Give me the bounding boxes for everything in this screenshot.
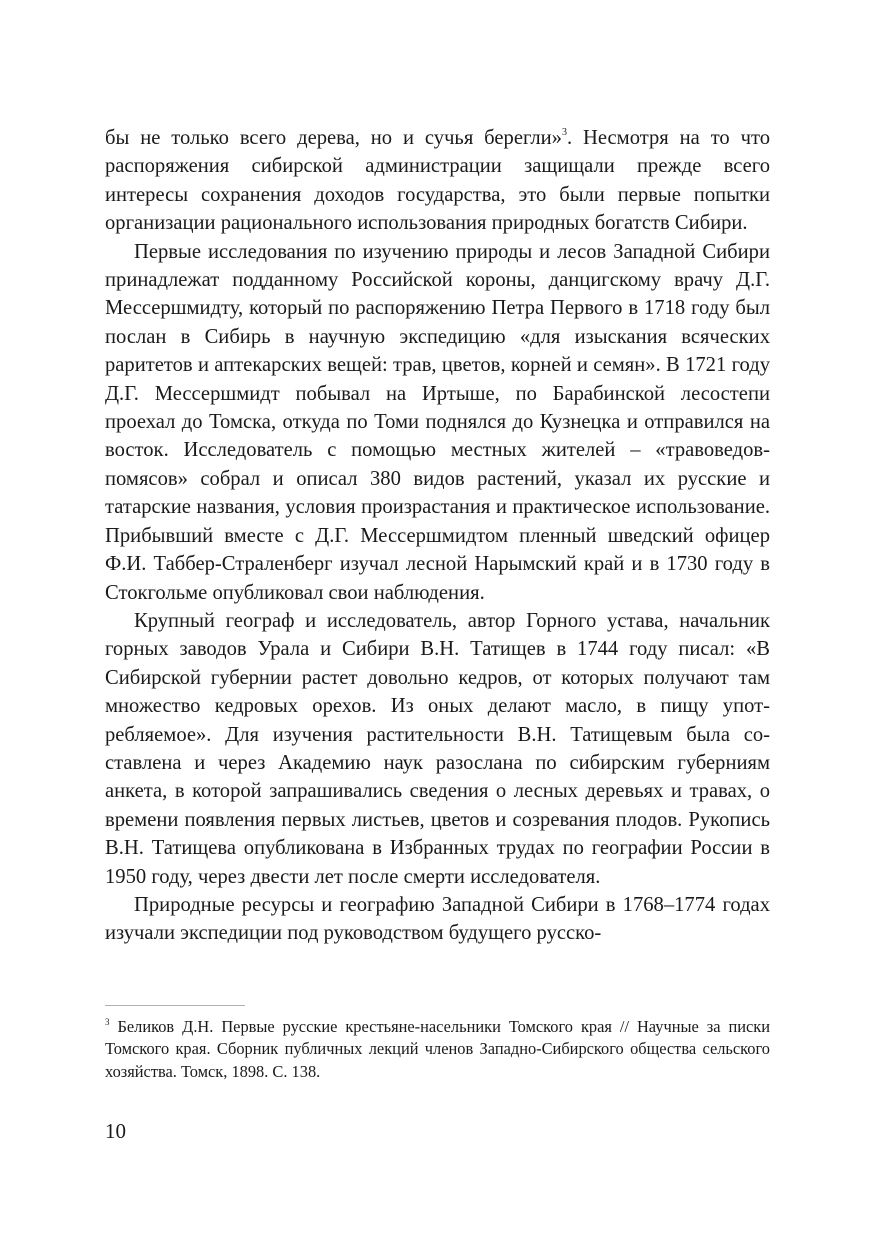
footnote-mark: 3 xyxy=(105,1017,110,1027)
page-body xyxy=(105,124,770,948)
footnotes xyxy=(105,1016,770,1083)
footnote-separator xyxy=(105,1005,245,1006)
paragraph-3: Крупный географ и исследователь, автор Горного устава, начальник горных заводов Урала и Сибири В.Н. Татищев в 1744 году писал: «В Сибирской губернии растет довольно кедров, от которых получают там множество кедровых орехов. Из оных делают масло, в пищу употребляемое». Для изучения растительности В.Н. Татищевым была составлена и через Академию наук разослана по сибирским губерниям анкета, в которой запрашивались сведения о лесных деревьях и травах, о времени появления первых листьев, цветов и созревания плодов. Рукопись В.Н. Татищева опубликована в Избранных трудах по географии России в 1950 году, через двести лет после смерти исследователя. xyxy=(105,609,770,888)
paragraph-2: Первые исследования по изучению природы и лесов Западной Сибири принадлежат подданному Российской короны, данцигскому врачу Д.Г. Мессершмидту, который по распоряжению Петра Первого в 1718 году был послан в Сибирь в научную экспедицию «для изыскания всяческих раритетов и аптекарских вещей: трав, цветов, корней и семян». В 1721 году Д.Г. Мессершмидт побывал на Иртыше, по Барабинской лесостепи проехал до Томска, откуда по Томи поднялся до Кузнецка и отправился на восток. Исследователь с помощью местных жителей – «травоведов-помясов» собрал и описал 380 видов растений, указал их русские и татарские названия, условия произрастания и практическое использование. Прибывший вместе с Д.Г. Мессершмидтом пленный шведский офицер Ф.И. Таббер-Страленберг изучал лесной Нарымский край и в 1730 году в Стокгольме опубликовал свои наблюдения. xyxy=(105,240,770,604)
paragraph-1 xyxy=(105,124,770,238)
body-text xyxy=(105,124,770,948)
paragraph-4: Природные ресурсы и географию Западной Сибири в 1768–1774 годах изучали экспедиции под руководством будущего русско- xyxy=(105,893,770,945)
page-number: 10 xyxy=(105,1119,126,1143)
footnote-3 xyxy=(105,1016,770,1083)
paragraph-1-start: бы не только всего дерева, но и сучья берегли» xyxy=(105,127,562,149)
paragraph-1-rest: . Несмотря на то что распоряжения сибирской администрации защищали прежде всего интересы сохранения доходов государства, это были первые попытки организации рационального использования природных богатств Сибири. xyxy=(105,127,770,235)
footnote-text: Беликов Д.Н. Первые русские крестьяне-насельники Томского края // Научные за писки Томского края. Сборник публичных лекций членов Западно-Сибирского общества сельского хозяйства. Томск, 1898. С. 138. xyxy=(105,1017,770,1081)
footnote-reference[interactable]: 3 xyxy=(561,127,567,138)
